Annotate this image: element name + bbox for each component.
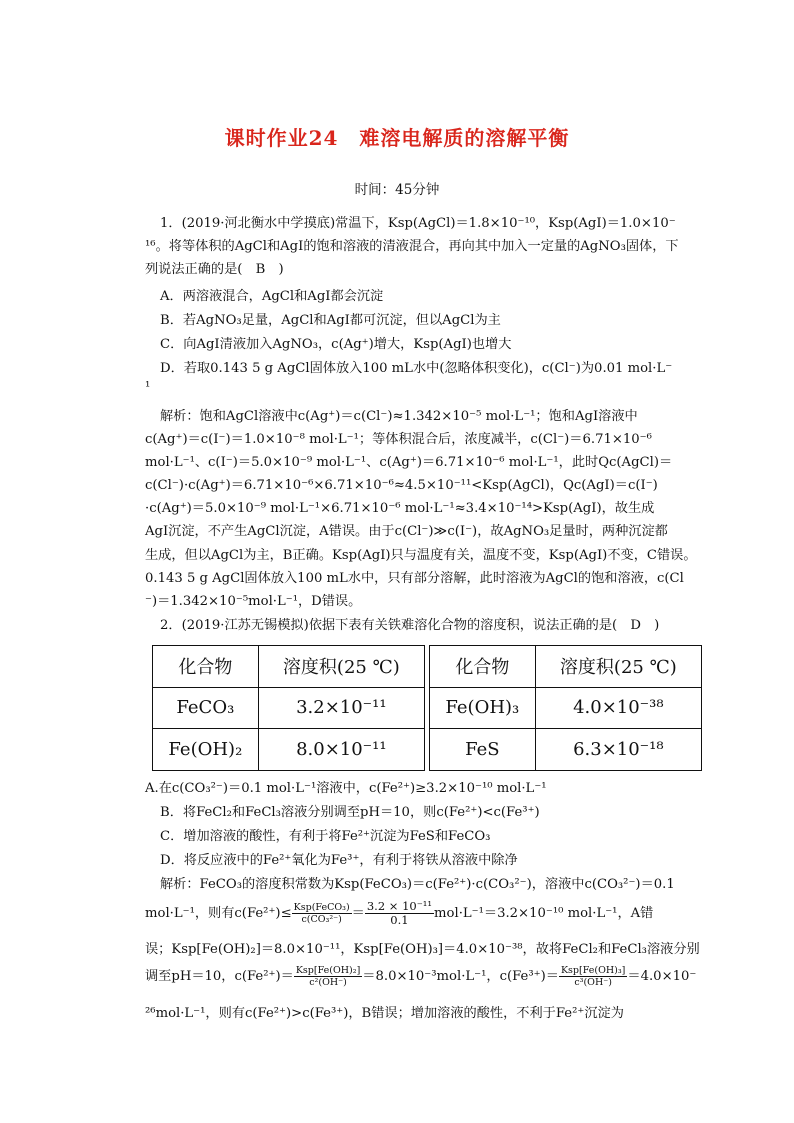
- q2-explanation-line-1: 解析：FeCO₃的溶度积常数为Ksp(FeCO₃)＝c(Fe²⁺)·c(CO₃²⁻)，溶液中c(CO₃²⁻)＝0.1: [160, 877, 675, 892]
- q1-explanation-line-2: c(Ag⁺)＝c(I⁻)＝1.0×10⁻⁸ mol·L⁻¹；等体积混合后，浓度减半，c(Cl⁻)＝6.71×10⁻⁶: [145, 432, 652, 447]
- q2-option-c: C．增加溶液的酸性，有利于将Fe²⁺沉淀为FeS和FeCO₃: [160, 829, 491, 844]
- q1-option-d-line-1: D．若取0.143 5 g AgCl固体放入100 mL水中(忽略体积变化)，c(Cl⁻)为0.01 mol·L⁻: [160, 361, 673, 376]
- q1-explanation-line-5: ·c(Ag⁺)＝5.0×10⁻⁹ mol·L⁻¹×6.71×10⁻⁶ mol·L⁻¹≈3.4×10⁻¹⁴>Ksp(AgI)，故生成: [145, 501, 655, 516]
- table-cell: 3.2×10⁻¹¹: [258, 687, 424, 729]
- fraction: [365, 900, 434, 927]
- fraction-numerator: Ksp(FeCO₃): [293, 902, 350, 913]
- fraction-numerator: Ksp[Fe(OH)₂]: [295, 965, 361, 976]
- q1-option-b: B．若AgNO₃足量，AgCl和AgI都可沉淀，但以AgCl为主: [160, 313, 501, 328]
- table-header-cell: 溶度积(25 ℃): [535, 646, 701, 688]
- fraction: [559, 965, 627, 988]
- explanation-text: mol·L⁻¹＝3.2×10⁻¹⁰ mol·L⁻¹，A错: [434, 906, 654, 921]
- fraction-denominator: 0.1: [390, 913, 409, 927]
- fraction-numerator: Ksp[Fe(OH)₃]: [560, 965, 626, 976]
- equals-sign: ＝: [351, 906, 365, 921]
- q2-stem: 2．(2019·江苏无锡模拟)依据下表有关铁难溶化合物的溶度积，说法正确的是( D ): [160, 618, 660, 633]
- q2-explanation-line-2: [145, 897, 675, 931]
- q2-option-a: A.在c(CO₃²⁻)＝0.1 mol·L⁻¹溶液中，c(Fe²⁺)≥3.2×10⁻¹⁰ mol·L⁻¹: [145, 781, 547, 796]
- q2-option-b: B．将FeCl₂和FeCl₃溶液分别调至pH＝10，则c(Fe²⁺)<c(Fe³⁺): [160, 805, 540, 820]
- table-cell: Fe(OH)₂: [153, 729, 259, 771]
- table-header-cell: 溶度积(25 ℃): [258, 646, 424, 688]
- q2-explanation-line-4: [145, 960, 697, 994]
- page-title: 课时作业24 难溶电解质的溶解平衡: [224, 126, 570, 150]
- q1-stem-line-1: 1．(2019·河北衡水中学摸底)常温下，Ksp(AgCl)＝1.8×10⁻¹⁰，Ksp(AgI)＝1.0×10⁻: [160, 216, 676, 231]
- q1-stem-line-2: ¹⁶。将等体积的AgCl和AgI的饱和溶液的清液混合，再向其中加入一定量的AgNO₃固体，下: [145, 239, 679, 254]
- q2-explanation-line-3: 误；Ksp[Fe(OH)₂]＝8.0×10⁻¹¹，Ksp[Fe(OH)₃]＝4.0×10⁻³⁸，故将FeCl₂和FeCl₃溶液分别: [145, 942, 700, 957]
- q1-explanation-line-4: c(Cl⁻)·c(Ag⁺)＝6.71×10⁻⁶×6.71×10⁻⁶≈4.5×10⁻¹¹<Ksp(AgCl)，Qc(AgI)＝c(I⁻): [145, 478, 658, 493]
- table-cell: FeS: [429, 729, 535, 771]
- q1-explanation-line-8: 0.143 5 g AgCl固体放入100 mL水中，只有部分溶解，此时溶液为AgCl的饱和溶液，c(Cl: [145, 571, 684, 586]
- table-cell: 4.0×10⁻³⁸: [535, 687, 701, 729]
- table-header-cell: 化合物: [153, 646, 259, 688]
- explanation-text: mol·L⁻¹，则有c(Fe²⁺)≤: [145, 906, 292, 921]
- explanation-text: ＝4.0×10⁻: [627, 969, 697, 984]
- q2-explanation-line-5: ²⁶mol·L⁻¹，则有c(Fe²⁺)>c(Fe³⁺)，B错误；增加溶液的酸性，不利于Fe²⁺沉淀为: [145, 1006, 624, 1021]
- q1-explanation-line-3: mol·L⁻¹、c(I⁻)＝5.0×10⁻⁹ mol·L⁻¹、c(Ag⁺)＝6.71×10⁻⁶ mol·L⁻¹，此时Qc(AgCl)＝: [145, 455, 673, 470]
- fraction-numerator: 3.2 × 10⁻¹¹: [366, 899, 433, 913]
- fraction: [292, 902, 352, 925]
- table-header-cell: 化合物: [429, 646, 535, 688]
- q1-explanation-line-1: 解析：饱和AgCl溶液中c(Ag⁺)＝c(Cl⁻)≈1.342×10⁻⁵ mol·L⁻¹；饱和AgI溶液中: [160, 409, 638, 424]
- q1-stem-line-3: 列说法正确的是( B ): [145, 262, 284, 277]
- table-row: [153, 687, 702, 729]
- table-header-row: [153, 646, 702, 688]
- fraction-denominator: c²(OH⁻): [309, 977, 347, 988]
- solubility-table: [152, 645, 702, 771]
- table-cell: 6.3×10⁻¹⁸: [535, 729, 701, 771]
- table-cell: FeCO₃: [153, 687, 259, 729]
- q1-option-c: C．向AgI清液加入AgNO₃，c(Ag⁺)增大，Ksp(AgI)也增大: [160, 337, 512, 352]
- q2-option-d: D．将反应液中的Fe²⁺氧化为Fe³⁺，有利于将铁从溶液中除净: [160, 853, 518, 868]
- q1-explanation-line-6: AgI沉淀，不产生AgCl沉淀，A错误。由于c(Cl⁻)≫c(I⁻)，故AgNO₃足量时，两种沉淀都: [145, 524, 668, 539]
- q1-explanation-line-7: 生成，但以AgCl为主，B正确。Ksp(AgI)只与温度有关，温度不变，Ksp(AgI)不变，C错误。: [145, 548, 697, 563]
- fraction-denominator: c³(OH⁻): [574, 977, 612, 988]
- fraction: [294, 965, 362, 988]
- table-cell: Fe(OH)₃: [429, 687, 535, 729]
- fraction-denominator: c(CO₃²⁻): [301, 914, 342, 925]
- q1-option-d-line-2: ¹: [145, 380, 151, 395]
- time-limit: 时间：45分钟: [354, 182, 440, 198]
- explanation-text: 调至pH＝10，c(Fe²⁺)＝: [145, 969, 294, 984]
- q1-explanation-line-9: ⁻)＝1.342×10⁻⁵mol·L⁻¹，D错误。: [145, 594, 362, 609]
- explanation-text: ＝8.0×10⁻³mol·L⁻¹，c(Fe³⁺)＝: [362, 969, 559, 984]
- q1-option-a: A．两溶液混合，AgCl和AgI都会沉淀: [160, 289, 384, 304]
- table-row: [153, 729, 702, 771]
- table-cell: 8.0×10⁻¹¹: [258, 729, 424, 771]
